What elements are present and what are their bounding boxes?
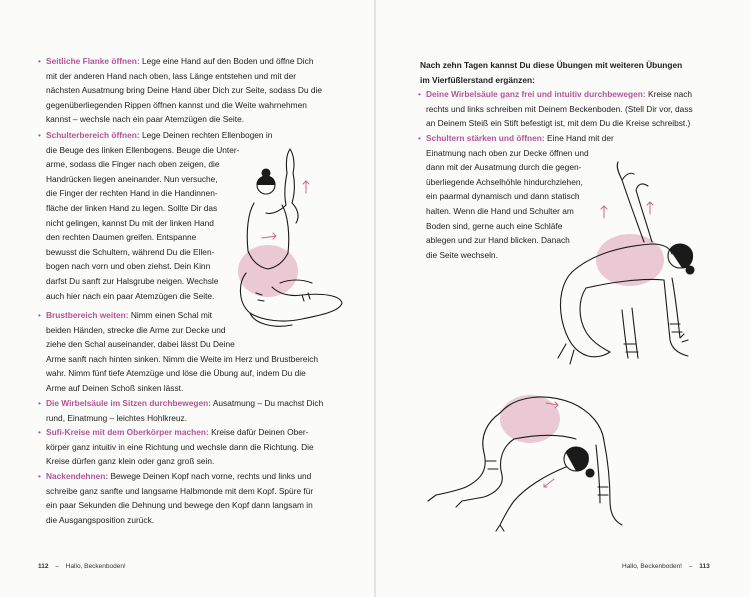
section-heading: Brustbereich weiten:	[46, 310, 129, 320]
thread-the-needle-illustration	[426, 383, 626, 543]
right-page	[376, 0, 750, 597]
intro-paragraph: Nach zehn Tagen kannst Du diese Übungen mit weiteren Übungen im Vierfüßlerstand ergänzen:	[420, 60, 683, 85]
bullet-icon: •	[38, 310, 41, 320]
section-sufi-kreise: • Sufi-Kreise mit dem Oberkörper machen: Kreise dafür Deinen Ober- körper ganz intuitiv in eine Richtung und wechsle dann die Richtung. Die Kreise dürfen ganz klein oder ganz groß sein.	[38, 427, 314, 467]
section-schultern: • Schultern stärken und öffnen: Eine Hand mit der Einatmung nach oben zur Decke öffnen und dann mit der Ausatmung durch die gegen- überliegende Achselhöhle hindurchziehen, ein paarmal dynamisch und dann statisch halten. Wenn die Hand und Schulter am Boden sind, gerne auch eine Schläfe ablegen und zur Hand blicken. Danach die Seite wechseln.	[418, 133, 614, 260]
left-page	[0, 0, 374, 597]
section-heading: Schultern stärken und öffnen:	[426, 133, 545, 143]
bullet-icon: •	[38, 427, 41, 437]
section-brustbereich: • Brustbereich weiten: Nimm einen Schal mit beiden Händen, strecke die Arme zur Decke und ziehe den Schal auseinander, dabei lässt Du Deine Arme sanft nach hinten sinken. Nimm die Weite im Herz und Brustbereich wahr. Nimm fünf tiefe Atemzüge und löse die Übung auf, indem Du die Arme auf Deinen Schoß sinken lässt.	[38, 310, 319, 393]
section-flanke: • Seitliche Flanke öffnen: Lege eine Hand auf den Boden und öffne Dich mit der anderen Hand nach oben, lass Länge entstehen und mit der nächsten Ausatmung bring Deine Hand über Dich zur Seite, sodass Du die gegenüberliegenden Rippen öffnen kannst und die Weite wahrnehmen kannst – wechsle nach ein paar Atemzügen die Seite.	[38, 56, 322, 125]
running-title: Hallo, Beckenboden!	[622, 563, 682, 570]
bullet-icon: •	[38, 398, 41, 408]
footer-right: Hallo, Beckenboden! – 113	[622, 563, 710, 570]
section-wirbelsaeule-frei: • Deine Wirbelsäule ganz frei und intuitiv durchbewegen: Kreise nach rechts und links schreiben mit Deinem Beckenboden. (Stell Dir vor, dass an Deinem Steiß ein Stift befestigt ist, mit dem Du die Kreise schreibst.)	[418, 89, 693, 129]
seated-eagle-arms-illustration	[232, 143, 352, 338]
footer-left: 112 – Hallo, Beckenboden!	[38, 563, 126, 570]
page-number: 113	[699, 563, 710, 570]
section-heading: Die Wirbelsäule im Sitzen durchbewegen:	[46, 398, 211, 408]
bullet-icon: •	[38, 56, 41, 66]
section-heading: Sufi-Kreise mit dem Oberkörper machen:	[46, 427, 209, 437]
section-schulterbereich: • Schulterbereich öffnen: Lege Deinen rechten Ellenbogen in die Beuge des linken Ellenbogens. Beuge die Unter- arme, sodass die Finger nach oben zeigen, die Handrücken liegen aneinander. Nun versuche, die Finger der rechten Hand in die Handinnen- fläche der linken Hand zu legen. Sollte Dir das nicht gelingen, kannst Du mit der linken Hand den rechten Daumen greifen. Entspanne bewusst die Schultern, während Du die Ellen- bogen nach vorn und oben ziehst. Dein Kinn darfst Du sanft zur Halsgrube neigen. Wechsle auch hier nach ein paar Atemzügen die Seite.	[38, 130, 273, 301]
section-heading: Nackendehnen:	[46, 471, 109, 481]
section-heading: Seitliche Flanke öffnen:	[46, 56, 140, 66]
running-title: Hallo, Beckenboden!	[65, 563, 126, 570]
section-heading: Deine Wirbelsäule ganz frei und intuitiv durchbewegen:	[426, 89, 646, 99]
section-nackendehnen: • Nackendehnen: Bewege Deinen Kopf nach vorne, rechts und links und schreibe ganz sanfte und langsame Halbmonde mit dem Kopf. Spüre für ein paar Sekunden die Dehnung und bewege den Kopf dann langsam in die Ausgangsposition zurück.	[38, 471, 314, 525]
tabletop-arm-open-illustration	[552, 160, 732, 372]
page-number: 112	[38, 563, 49, 570]
section-heading: Schulterbereich öffnen:	[46, 130, 140, 140]
section-wirbelsaeule-sitzen: • Die Wirbelsäule im Sitzen durchbewegen: Ausatmung – Du machst Dich rund, Einatmung – leichtes Hohlkreuz.	[38, 398, 324, 423]
bullet-icon: •	[38, 130, 41, 140]
bullet-icon: •	[418, 89, 421, 99]
bullet-icon: •	[418, 133, 421, 143]
bullet-icon: •	[38, 471, 41, 481]
